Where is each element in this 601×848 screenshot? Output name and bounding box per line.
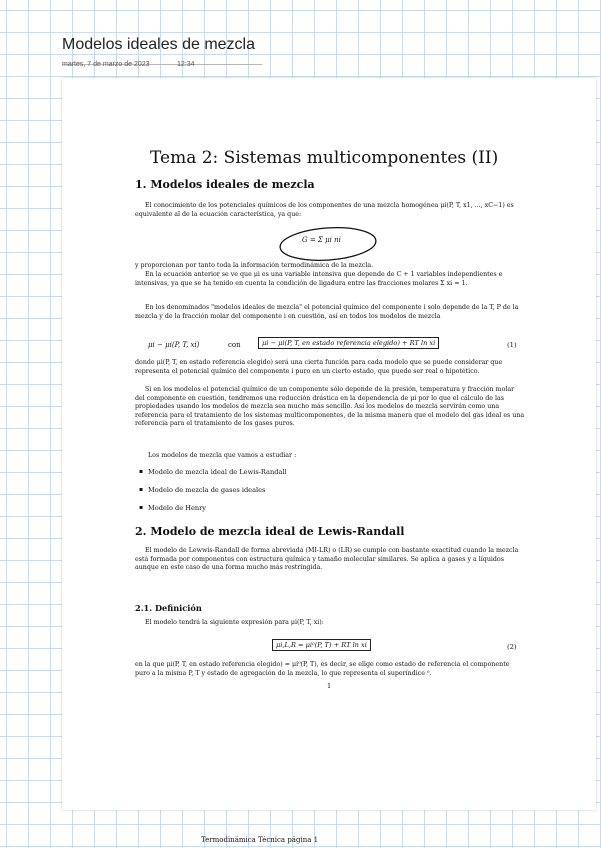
page-number: 1 — [327, 682, 332, 690]
bullet-item: ▪ Modelo de mezcla de gases ideales — [148, 486, 265, 494]
paragraph-10: en la que μi(P, T, en estado referencia elegido) = μi⁰(P, T), es decir, se elige como estado de referencia el componente puro a la misma P, T y estado de agregación de la mezcla, lo que representa el superíndice ⁰. — [135, 661, 510, 677]
equation-1-box: μi − μi(P, T, en estado referencia elegido) + RT ln xi — [258, 337, 439, 349]
section-1-heading: 1. Modelos ideales de mezcla — [135, 178, 315, 191]
equation-2-number: (2) — [507, 643, 517, 651]
note-date: martes, 7 de marzo de 2023 — [62, 61, 150, 68]
paragraph-9: El modelo tendrá la siguiente expresión para μi(P, T, xi): — [145, 619, 324, 626]
note-time: 12:34 — [177, 61, 195, 68]
note-title[interactable]: Modelos ideales de mezcla — [62, 36, 255, 53]
paragraph-4: En los denominados "modelos ideales de mezcla" el potencial químico del componente i solo depende de la T, P de la mezcla y de la fracción molar del componente i en cuestión, así en todos los modelos de mezcla — [135, 304, 519, 320]
paragraph-1: El conocimiento de los potenciales químicos de los componentes de una mezcla homogénea μi(P, T, x1, ..., xC−1) es equivalente al de la ecuación característica, ya que: — [135, 202, 514, 218]
equation-1-con: con — [228, 341, 241, 349]
section-2-1-heading: 2.1. Definición — [135, 603, 202, 613]
equation-1-left: μi − μi(P, T, xi) — [148, 341, 200, 349]
paragraph-5: donde μi(P, T, en estado referencia elegido) será una cierta función para cada modelo que se puede considerar que representa el potencial químico del componente i puro en un cierto estado, que puede ser real o hipotético. — [135, 359, 503, 375]
bullet-item: ▪ Modelo de mezcla ideal de Lewis-Randall — [148, 468, 287, 476]
doc-title: Tema 2: Sistemas multicomponentes (II) — [150, 148, 499, 168]
paragraph-2: y proporcionan por tanto toda la información termodinámica de la mezcla. — [135, 262, 374, 269]
equation-2-box: μi,L,R = μi⁰(P, T) + RT ln xi — [272, 639, 371, 651]
section-2-heading: 2. Modelo de mezcla ideal de Lewis-Randall — [135, 525, 405, 538]
paragraph-3: En la ecuación anterior se ve que μi es una variable intensiva que depende de C + 1 variables independientes e intensivas, ya que se ha tenido en cuenta la condición de ligadura entre las fracciones molares Σ xi = 1. — [135, 271, 503, 287]
bullet-item: ▪ Modelo de Henry — [148, 504, 206, 512]
footer-text: Termodinámica Técnica página 1 — [201, 836, 319, 844]
paragraph-6: Si en los modelos el potencial químico de un componente sólo depende de la presión, temperatura y fracción molar del componente en cuestión, tendremos una reducción drástica en la dependencia de μi por lo que el cálculo de las propiedades usando los modelos de mezcla sea mucho más sencillo. Así los modelos de mezcla servirán como una referencia para el tratamiento de los sistemas multicomponentes, de la misma manera que el modelo del gas ideal es una referencia para el tratamiento de los gases puros. — [135, 386, 525, 428]
paragraph-7: Los modelos de mezcla que vamos a estudiar : — [148, 452, 297, 459]
equation-G: G = Σ μi ni — [302, 236, 341, 244]
paragraph-8: El modelo de Lewwis-Randall de forma abreviada (MI-LR) o (LR) se cumple con bastante exactitud cuando la mezcla está formada por componentes con estructura química y tamaño molecular similares. Se aplica a gases y a líquidos aunque en este caso de una forma mucho más restringida. — [135, 547, 519, 572]
handwritten-circle — [276, 224, 386, 264]
equation-1-number: (1) — [507, 341, 517, 349]
